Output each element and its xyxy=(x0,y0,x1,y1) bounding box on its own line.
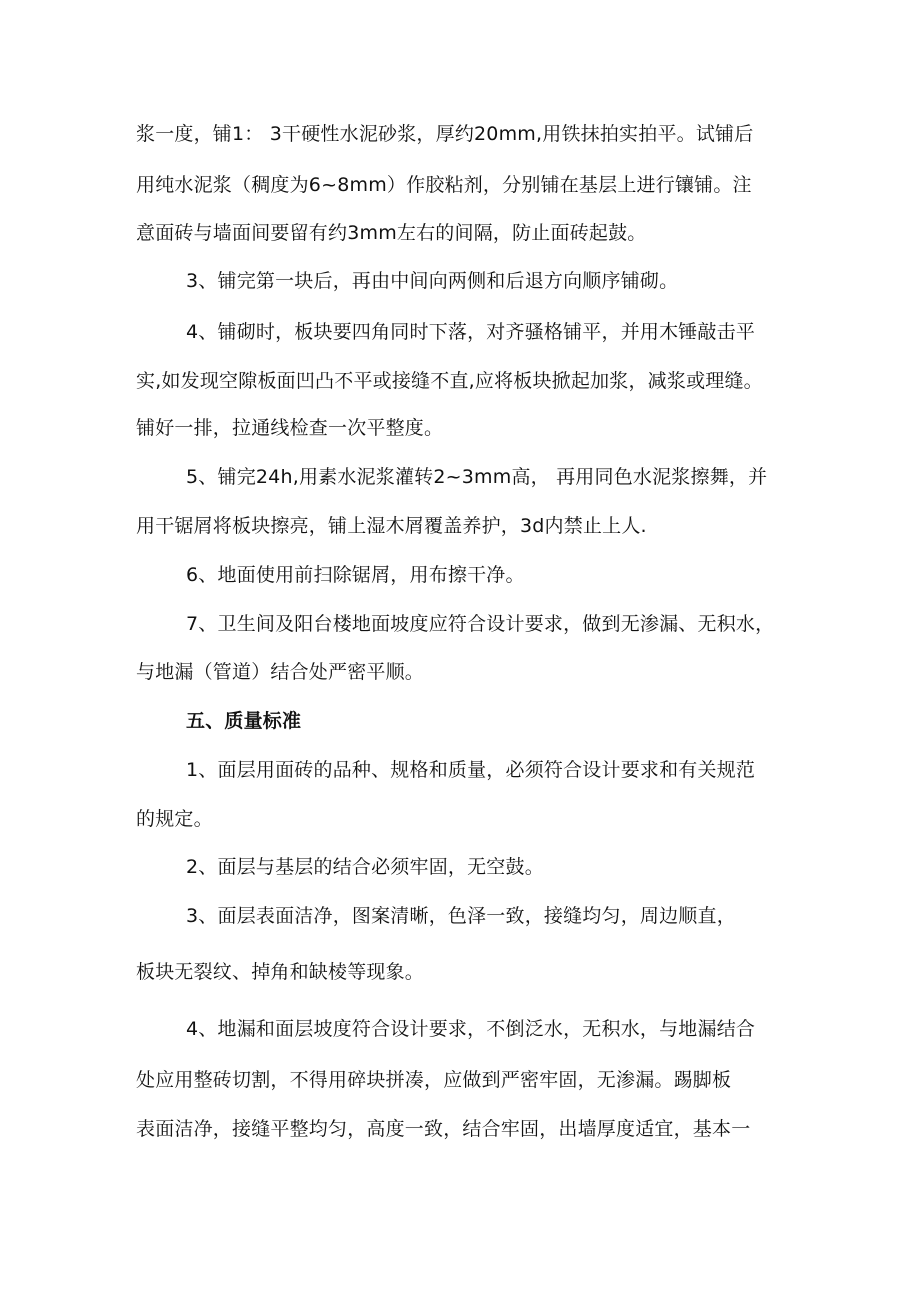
text-line: 3、铺完第一块后，再由中间向两侧和后退方向顺序铺砌。 xyxy=(186,270,679,292)
text-line: 用干锯屑将板块擦亮，铺上湿木屑覆盖养护，3d内禁止上人. xyxy=(136,515,647,537)
text-line: 2、面层与基层的结合必须牢固，无空鼓。 xyxy=(186,856,544,878)
text-line: 与地漏（管道）结合处严密平顺。 xyxy=(136,661,425,683)
text-line: 表面洁净，接缝平整均匀，高度一致，结合牢固，出墙厚度适宜，基本一 xyxy=(136,1118,751,1140)
text-line: 用纯水泥浆（稠度为6~8mm）作胶粘剂，分别铺在基层上进行镶铺。注 xyxy=(136,174,752,196)
text-line: 意面砖与墙面间要留有约3mm左右的间隔，防止面砖起鼓。 xyxy=(136,222,647,244)
text-line: 浆一度，铺1： 3干硬性水泥砂浆，厚约20mm,用铁抹拍实拍平。试铺后 xyxy=(136,123,754,145)
text-line: 的规定。 xyxy=(136,808,213,830)
text-line: 1、面层用面砖的品种、规格和质量，必须符合设计要求和有关规范 xyxy=(186,759,756,781)
text-line: 7、卫生间及阳台楼地面坡度应符合设计要求，做到无渗漏、无积水， xyxy=(186,613,775,635)
text-line: 板块无裂纹、掉角和缺棱等现象。 xyxy=(136,961,425,983)
text-line: 4、铺砌时，板块要四角同时下落，对齐骚格铺平，并用木锤敲击平 xyxy=(186,321,756,343)
text-line: 实,如发现空隙板面凹凸不平或接缝不直,应将板块掀起加浆，减浆或理缝。 xyxy=(136,370,763,392)
text-line: 处应用整砖切割，不得用碎块拼凑，应做到严密牢固，无渗漏。踢脚板 xyxy=(136,1069,732,1091)
text-line: 铺好一排，拉通线检查一次平整度。 xyxy=(136,417,444,439)
text-line: 6、地面使用前扫除锯屑，用布擦干净。 xyxy=(186,564,525,586)
text-line: 3、面层表面洁净，图案清晰，色泽一致，接缝均匀，周边顺直， xyxy=(186,905,736,927)
text-line: 5、铺完24h,用素水泥浆灌转2~3mm高， 再用同色水泥浆擦舞，并 xyxy=(186,466,768,488)
text-line: 4、地漏和面层坡度符合设计要求，不倒泛水，无积水，与地漏结合 xyxy=(186,1018,756,1040)
section-heading: 五、质量标准 xyxy=(186,710,302,732)
